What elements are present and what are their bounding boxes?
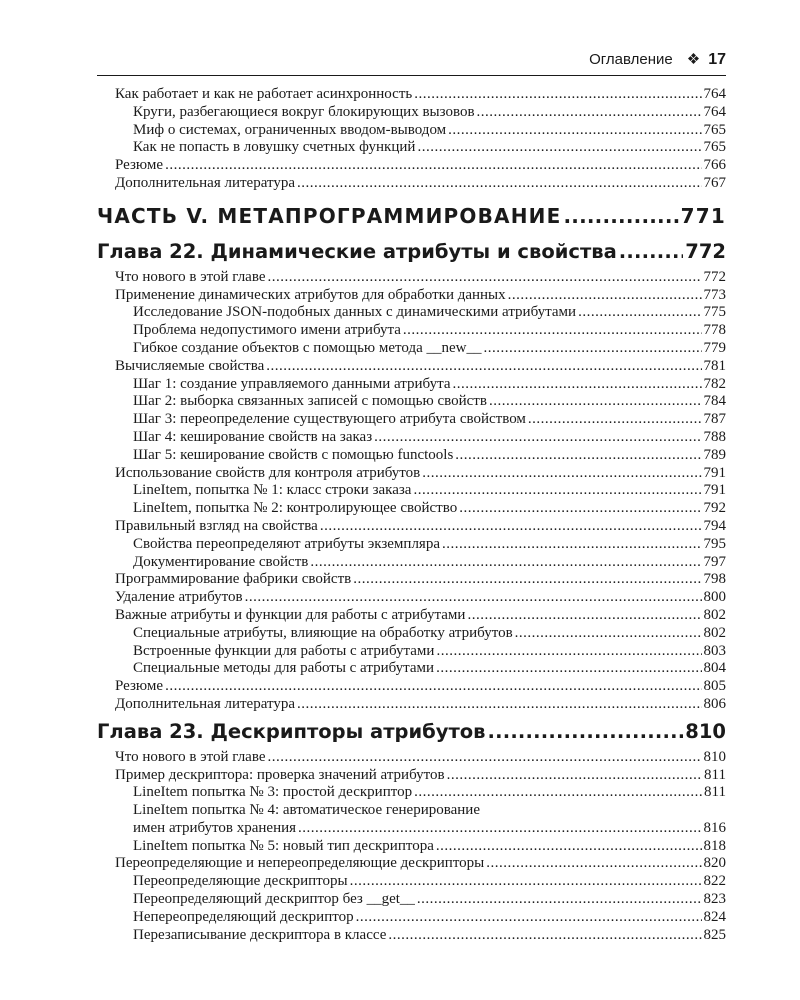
toc-leader-dots [165, 678, 701, 696]
toc-subsection[interactable] [97, 802, 726, 820]
toc-part-heading[interactable] [97, 203, 726, 229]
toc-leader-dots [298, 820, 701, 838]
toc-leader-dots [414, 86, 701, 104]
toc-subsection[interactable] [97, 376, 726, 394]
toc-subsection[interactable] [97, 838, 726, 856]
toc-section[interactable] [97, 767, 726, 785]
toc-entry-title: Что нового в этой главе [115, 268, 266, 285]
toc-entry-title: Как не попасть в ловушку счетных функций [133, 139, 416, 156]
toc-page-number: 782 [703, 375, 726, 392]
toc-leader-dots [297, 175, 702, 193]
toc-leader-dots [489, 393, 702, 411]
toc-leader-dots [414, 784, 702, 802]
toc-leader-dots [320, 518, 702, 536]
toc-page-number: 789 [703, 446, 726, 463]
toc-page-number: 794 [703, 517, 726, 534]
toc-page-number: 798 [703, 571, 726, 588]
toc-leader-dots [486, 855, 701, 873]
toc-page-number: 802 [703, 624, 726, 641]
toc-page-number: 804 [703, 660, 726, 677]
toc-subsection[interactable] [97, 340, 726, 358]
toc-page-number: 795 [703, 535, 726, 552]
toc-page-number: 823 [703, 891, 726, 908]
toc-leader-dots [447, 767, 702, 785]
toc-entry-title: LineItem попытка № 4: автоматическое генерирование [133, 802, 480, 819]
toc-section[interactable] [97, 269, 726, 287]
toc-page-number: 811 [704, 766, 726, 783]
toc-leader-dots [455, 447, 701, 465]
toc-entry-title: Встроенные функции для работы с атрибутами [133, 642, 435, 659]
toc-leader-dots [388, 927, 701, 945]
toc-section[interactable] [97, 175, 726, 193]
toc-section[interactable] [97, 86, 726, 104]
toc-entry-title: Шаг 1: создание управляемого данными атрибута [133, 375, 451, 392]
toc-leader-dots [374, 429, 701, 447]
toc-entry-title: Программирование фабрики свойств [115, 571, 352, 588]
toc-subsection[interactable] [97, 625, 726, 643]
toc-page-number: 773 [703, 286, 726, 303]
toc-page-number: 791 [703, 482, 726, 499]
toc-page-number: 811 [704, 784, 726, 801]
toc-entry-title: Как работает и как не работает асинхронность [115, 86, 413, 102]
toc-subsection[interactable] [97, 927, 726, 945]
toc-leader-dots [297, 696, 702, 714]
toc-leader-dots [448, 122, 701, 140]
toc-leader-dots [508, 287, 702, 305]
toc-entry-title: Важные атрибуты и функции для работы с атрибутами [115, 606, 466, 623]
toc-leader-dots [353, 571, 701, 589]
toc-subsection[interactable] [97, 139, 726, 157]
toc-entry-title: Резюме [115, 678, 164, 695]
toc-entry-title: имен атрибутов хранения [133, 819, 297, 836]
toc-page-number: 810 [703, 748, 726, 765]
toc-chapter-heading[interactable] [97, 719, 726, 745]
table-of-contents [97, 86, 726, 944]
toc-entry-title: Круги, разбегающиеся вокруг блокирующих вызовов [133, 103, 475, 120]
toc-subsection[interactable] [97, 104, 726, 122]
toc-entry-title: Использование свойств для контроля атрибутов [115, 464, 421, 481]
toc-entry-title: LineItem попытка № 5: новый тип дескриптора [133, 837, 434, 854]
toc-page-number: 824 [703, 908, 726, 925]
toc-section[interactable] [97, 571, 726, 589]
toc-entry-title: LineItem попытка № 3: простой дескриптор [133, 784, 413, 801]
toc-section[interactable] [97, 465, 726, 483]
toc-page-number: 766 [703, 157, 726, 174]
toc-page-number: 787 [703, 411, 726, 428]
toc-leader-dots [563, 203, 678, 229]
toc-page-number: 772 [685, 239, 726, 263]
toc-page-number: 767 [703, 174, 726, 191]
toc-leader-dots [467, 607, 701, 625]
toc-entry-title: Перезаписывание дескриптора в классе [133, 926, 387, 943]
toc-page-number: 764 [703, 86, 726, 102]
toc-leader-dots [266, 358, 701, 376]
toc-page-number: 806 [703, 695, 726, 712]
toc-subsection[interactable] [97, 393, 726, 411]
header-separator-icon: ❖ [686, 51, 701, 68]
toc-leader-dots [484, 340, 702, 358]
toc-section[interactable] [97, 749, 726, 767]
toc-leader-dots [267, 269, 701, 287]
toc-entry-title: Специальные методы для работы с атрибутами [133, 660, 435, 677]
toc-subsection[interactable] [97, 554, 726, 572]
toc-leader-dots [619, 239, 684, 265]
toc-page-number: 765 [703, 121, 726, 138]
toc-leader-dots [413, 482, 701, 500]
toc-entry-title: Шаг 4: кеширование свойств на заказ [133, 428, 373, 445]
toc-entry-title: Свойства переопределяют атрибуты экземпляра [133, 535, 440, 552]
toc-leader-dots [267, 749, 701, 767]
toc-subsection[interactable] [97, 643, 726, 661]
toc-leader-dots [403, 322, 702, 340]
toc-entry-title: Глава 22. Динамические атрибуты и свойства [97, 239, 617, 263]
toc-entry-title: Шаг 3: переопределение существующего атрибута свойством [133, 411, 526, 428]
toc-section[interactable] [97, 607, 726, 625]
toc-page-number: 803 [703, 642, 726, 659]
toc-page-number: 764 [703, 103, 726, 120]
toc-page-number: 820 [703, 855, 726, 872]
toc-leader-dots [459, 500, 701, 518]
toc-page-number: 818 [703, 837, 726, 854]
toc-subsection[interactable] [97, 482, 726, 500]
toc-subsection[interactable] [97, 909, 726, 927]
toc-subsection[interactable] [97, 536, 726, 554]
toc-entry-title: Применение динамических атрибутов для обработки данных [115, 286, 506, 303]
toc-entry-title: Специальные атрибуты, влияющие на обработку атрибутов [133, 624, 513, 641]
toc-entry-title: Дополнительная литература [115, 174, 295, 191]
toc-section[interactable] [97, 358, 726, 376]
toc-subsection[interactable] [97, 891, 726, 909]
toc-page-number: 781 [703, 357, 726, 374]
toc-entry-title: Вычисляемые свойства [115, 357, 265, 374]
toc-entry-title: Шаг 5: кеширование свойств с помощью functools [133, 446, 454, 463]
toc-entry-title: Гибкое создание объектов с помощью метода __new__ [133, 339, 482, 356]
toc-page-number: 784 [703, 393, 726, 410]
toc-leader-dots [436, 838, 702, 856]
toc-entry-title: Непереопределяющий дескриптор [133, 908, 354, 925]
toc-page-number: 771 [680, 203, 726, 228]
toc-leader-dots [350, 873, 702, 891]
toc-entry-title: Шаг 2: выборка связанных записей с помощью свойств [133, 393, 487, 410]
toc-subsection[interactable] [97, 429, 726, 447]
toc-page-number: 802 [703, 606, 726, 623]
toc-section[interactable] [97, 287, 726, 305]
toc-leader-dots [356, 909, 702, 927]
toc-page-number: 778 [703, 322, 726, 339]
toc-entry-title: Резюме [115, 157, 164, 174]
toc-entry-title: Глава 23. Дескрипторы атрибутов [97, 719, 486, 743]
toc-page-number: 791 [703, 464, 726, 481]
toc-entry-title: Исследование JSON-подобных данных с динамическими атрибутами [133, 304, 577, 321]
toc-entry-title: Дополнительная литература [115, 695, 295, 712]
toc-page-number: 792 [703, 500, 726, 517]
header-rule [97, 75, 726, 76]
toc-subsection[interactable] [97, 500, 726, 518]
toc-page-number: 825 [703, 926, 726, 943]
toc-section[interactable] [97, 678, 726, 696]
toc-entry-title: LineItem, попытка № 1: класс строки заказа [133, 482, 412, 499]
toc-subsection[interactable] [97, 122, 726, 140]
toc-page-number: 797 [703, 553, 726, 570]
toc-page-number: 816 [703, 819, 726, 836]
header-section-title: Оглавление [589, 51, 673, 68]
toc-leader-dots [436, 660, 701, 678]
toc-entry-title: Переопределяющий дескриптор без __get__ [133, 891, 415, 908]
toc-entry-title: Переопределяющие и непереопределяющие дескрипторы [115, 855, 485, 872]
toc-page-number: 822 [703, 873, 726, 890]
toc-subsection[interactable] [97, 304, 726, 322]
toc-subsection[interactable] [97, 411, 726, 429]
toc-leader-dots [436, 643, 701, 661]
toc-page-number: 805 [703, 678, 726, 695]
toc-section[interactable] [97, 696, 726, 714]
toc-page-number: 788 [703, 428, 726, 445]
toc-leader-dots [578, 304, 701, 322]
running-header [97, 50, 726, 72]
toc-entry-title: Переопределяющие дескрипторы [133, 873, 348, 890]
toc-subsection[interactable] [97, 784, 726, 802]
toc-page-number: 775 [703, 304, 726, 321]
toc-entry-title: Пример дескриптора: проверка значений атрибутов [115, 766, 445, 783]
toc-leader-dots [442, 536, 702, 554]
toc-subsection[interactable] [97, 322, 726, 340]
toc-subsection[interactable] [97, 660, 726, 678]
toc-subsection[interactable] [97, 820, 726, 838]
toc-page-number: 779 [703, 339, 726, 356]
toc-leader-dots [477, 104, 702, 122]
toc-leader-dots [417, 891, 702, 909]
toc-entry-title: ЧАСТЬ V. МЕТАПРОГРАММИРОВАНИЕ [97, 203, 562, 228]
toc-page-number: 772 [703, 268, 726, 285]
toc-leader-dots [310, 554, 701, 572]
toc-entry-title: Что нового в этой главе [115, 748, 266, 765]
toc-section[interactable] [97, 518, 726, 536]
toc-section[interactable] [97, 157, 726, 175]
toc-entry-title: Миф о системах, ограниченных вводом-выводом [133, 121, 447, 138]
header-page-number: 17 [708, 51, 726, 68]
toc-leader-dots [488, 719, 684, 745]
toc-section[interactable] [97, 855, 726, 873]
toc-entry-title: Документирование свойств [133, 553, 309, 570]
toc-leader-dots [515, 625, 702, 643]
toc-chapter-heading[interactable] [97, 239, 726, 265]
toc-subsection[interactable] [97, 447, 726, 465]
toc-subsection[interactable] [97, 873, 726, 891]
toc-section[interactable] [97, 589, 726, 607]
toc-page-number: 765 [703, 139, 726, 156]
toc-entry-title: Проблема недопустимого имени атрибута [133, 322, 401, 339]
toc-page-number: 810 [685, 719, 726, 743]
toc-leader-dots [165, 157, 701, 175]
toc-leader-dots [417, 139, 701, 157]
toc-leader-dots [528, 411, 702, 429]
toc-leader-dots [245, 589, 702, 607]
toc-page-number: 800 [703, 589, 726, 606]
toc-leader-dots [453, 376, 702, 394]
toc-entry-title: Удаление атрибутов [115, 589, 243, 606]
toc-entry-title: Правильный взгляд на свойства [115, 517, 318, 534]
toc-leader-dots [422, 465, 701, 483]
toc-entry-title: LineItem, попытка № 2: контролирующее свойство [133, 500, 458, 517]
